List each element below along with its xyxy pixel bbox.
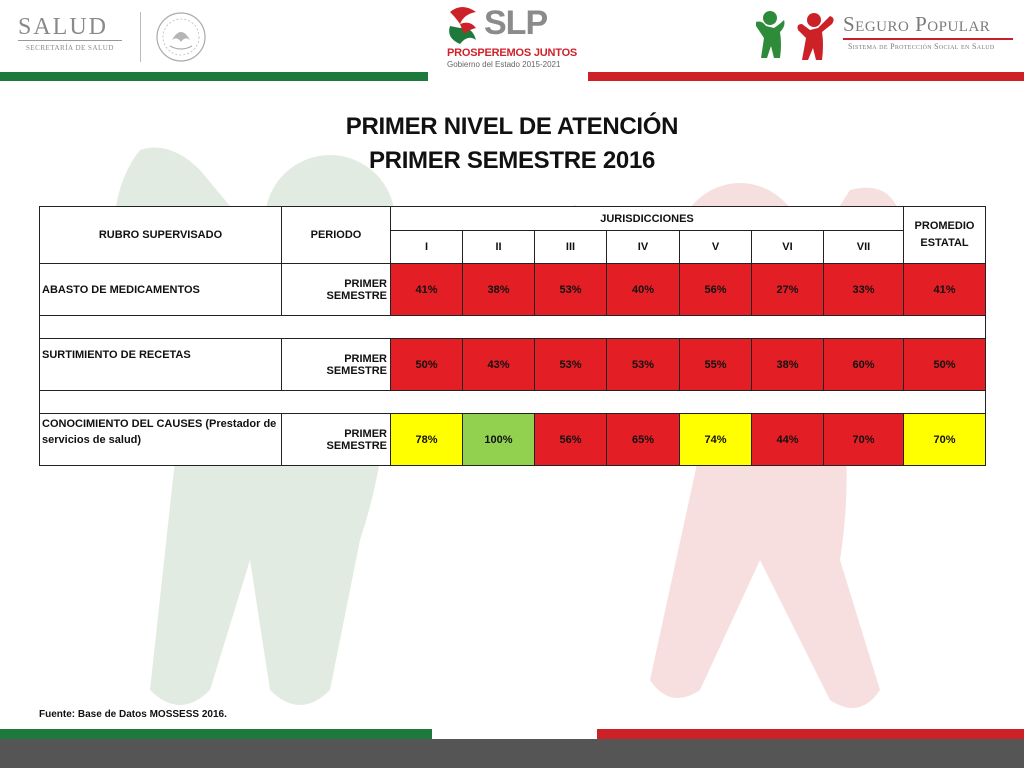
page-header <box>0 0 1024 84</box>
seguro-popular-subtitle: Sistema de Protección Social en Salud <box>848 42 995 51</box>
logo-divider <box>140 12 141 62</box>
value-cell: 38% <box>463 264 535 316</box>
header-jurisdiction-1: I <box>391 231 463 264</box>
table-spacer-row <box>40 316 986 339</box>
results-table <box>39 206 986 466</box>
header-jurisdiction-7: VII <box>824 231 904 264</box>
slp-logo-tagline: PROSPEREMOS JUNTOS <box>447 47 578 59</box>
source-note: Fuente: Base de Datos MOSSESS 2016. <box>39 709 227 720</box>
seguro-popular-children-icon <box>752 8 842 64</box>
spacer-cell <box>40 316 986 339</box>
row-label: ABASTO DE MEDICAMENTOS <box>40 264 282 316</box>
slp-logo-government: Gobierno del Estado 2015-2021 <box>447 60 561 69</box>
value-cell: 65% <box>607 414 680 466</box>
header-jurisdiction-6: VI <box>752 231 824 264</box>
table-row <box>40 414 986 466</box>
promedio-cell: 70% <box>904 414 986 466</box>
header-jurisdiction-4: IV <box>607 231 680 264</box>
value-cell: 56% <box>680 264 752 316</box>
row-periodo: PRIMER SEMESTRE <box>282 264 391 316</box>
value-cell: 78% <box>391 414 463 466</box>
value-cell: 70% <box>824 414 904 466</box>
value-cell: 53% <box>535 264 607 316</box>
header-red-bar <box>588 72 1024 81</box>
header-jurisdiction-2: II <box>463 231 535 264</box>
value-cell: 33% <box>824 264 904 316</box>
table-row <box>40 339 986 391</box>
value-cell: 27% <box>752 264 824 316</box>
value-cell: 56% <box>535 414 607 466</box>
row-label: SURTIMIENTO DE RECETAS <box>40 339 282 391</box>
value-cell: 55% <box>680 339 752 391</box>
header-green-bar <box>0 72 428 81</box>
table-spacer-row <box>40 391 986 414</box>
promedio-cell: 41% <box>904 264 986 316</box>
page-title-line1: PRIMER NIVEL DE ATENCIÓN <box>345 113 679 140</box>
header-jurisdiction-5: V <box>680 231 752 264</box>
header-rubro: RUBRO SUPERVISADO <box>40 207 282 264</box>
salud-logo-subtitle: SECRETARÍA DE SALUD <box>26 44 114 52</box>
value-cell: 44% <box>752 414 824 466</box>
footer-gray-bar <box>0 739 1024 768</box>
salud-logo-title: SALUD <box>18 14 109 40</box>
slp-logo-title: SLP <box>484 4 548 42</box>
spacer-cell <box>40 391 986 414</box>
value-cell: 53% <box>607 339 680 391</box>
seguro-popular-title: Seguro Popular <box>843 12 991 36</box>
header-promedio: PROMEDIO ESTATAL <box>904 207 986 264</box>
value-cell: 60% <box>824 339 904 391</box>
value-cell: 53% <box>535 339 607 391</box>
header-periodo: PERIODO <box>282 207 391 264</box>
page-title-line2: PRIMER SEMESTRE 2016 <box>368 147 656 174</box>
value-cell: 41% <box>391 264 463 316</box>
footer-green-bar <box>0 729 432 739</box>
table-row <box>40 264 986 316</box>
row-periodo: PRIMER SEMESTRE <box>282 414 391 466</box>
value-cell: 40% <box>607 264 680 316</box>
promedio-cell: 50% <box>904 339 986 391</box>
value-cell: 43% <box>463 339 535 391</box>
value-cell: 74% <box>680 414 752 466</box>
seguro-popular-rule <box>843 38 1013 40</box>
value-cell: 100% <box>463 414 535 466</box>
table-header-row <box>40 207 986 231</box>
salud-logo-rule <box>18 40 122 41</box>
row-label: CONOCIMIENTO DEL CAUSES (Prestador de servicios de salud) <box>40 414 282 466</box>
row-periodo: PRIMER SEMESTRE <box>282 339 391 391</box>
value-cell: 38% <box>752 339 824 391</box>
value-cell: 50% <box>391 339 463 391</box>
page-title <box>0 110 1024 178</box>
mexico-seal-icon <box>152 10 210 64</box>
header-jurisdicciones: JURISDICCIONES <box>391 207 904 231</box>
footer-red-bar <box>597 729 1024 739</box>
header-jurisdiction-3: III <box>535 231 607 264</box>
